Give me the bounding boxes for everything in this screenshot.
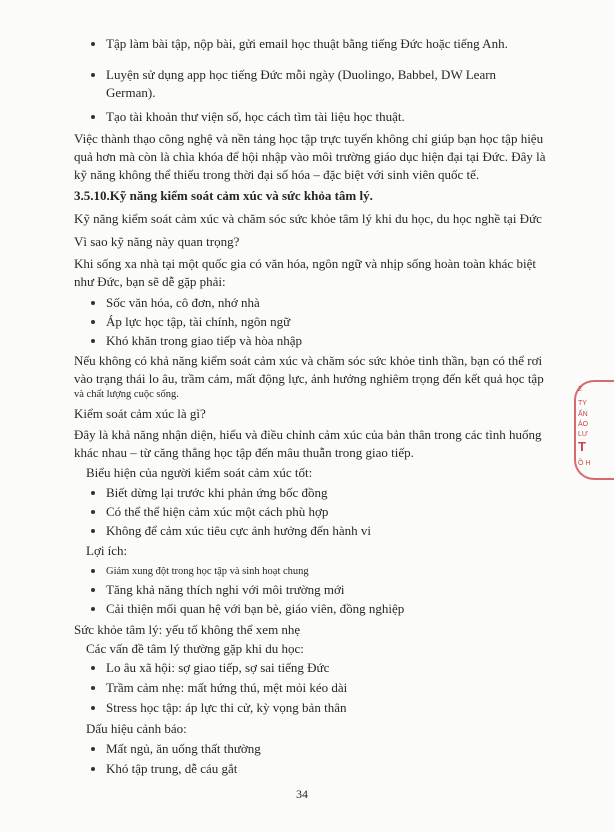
sub-heading: Lợi ích:: [86, 543, 128, 558]
page-number: 34: [296, 787, 308, 801]
bullet-item: Tăng khả năng thích nghi với môi trường mới: [106, 582, 345, 597]
bullet-item: Trầm cảm nhẹ: mất hứng thú, mệt mỏi kéo dài: [106, 680, 348, 695]
bullet: [91, 529, 95, 533]
bullet-item: Tạo tài khoản thư viện số, học cách tìm tài liệu học thuật.: [106, 109, 405, 124]
bullet: [91, 42, 95, 46]
paragraph-line: Kỹ năng kiểm soát cảm xúc và chăm sóc sức khỏe tâm lý khi du học, du học nghề tại Đức: [74, 211, 542, 226]
paragraph-line: Kiểm soát cảm xúc là gì?: [74, 406, 206, 421]
bullet-item: Luyện sử dụng app học tiếng Đức mỗi ngày (Duolingo, Babbel, DW Learn: [106, 67, 497, 82]
bullet-item: Giảm xung đột trong học tập và sinh hoạt chung: [106, 566, 309, 577]
bullet: [91, 588, 95, 592]
bullet: [91, 320, 95, 324]
stamp-text: ẤN: [578, 411, 588, 418]
bullet-item: Biết dừng lại trước khi phản ứng bốc đồng: [106, 485, 328, 500]
bullet: [91, 706, 95, 710]
paragraph-line: vào trạng thái lo âu, trầm cảm, mất động lực, ảnh hưởng nghiêm trọng đến kết quả học tập: [74, 371, 544, 386]
bullet: [91, 301, 95, 305]
paragraph-line: Việc thành thạo công nghệ và nền tảng học tập trực tuyến không chỉ giúp bạn học tập hiệu: [74, 131, 544, 146]
bullet-item: Sốc văn hóa, cô đơn, nhớ nhà: [106, 295, 260, 310]
bullet-item: Tập làm bài tập, nộp bài, gửi email học thuật bằng tiếng Đức hoặc tiếng Anh.: [106, 36, 508, 51]
stamp-text: T: [578, 439, 586, 454]
bullet: [91, 115, 95, 119]
bullet: [91, 73, 95, 77]
stamp-text: TY: [578, 400, 587, 407]
paragraph-line: Đây là khả năng nhận diện, hiểu và điều chỉnh cảm xúc của bản thân trong các tình huống: [74, 427, 542, 442]
bullet-item: Áp lực học tập, tài chính, ngôn ngữ: [106, 314, 291, 329]
bullet-item: Có thể thể hiện cảm xúc một cách phù hợp: [106, 504, 329, 519]
stamp-text: LƯ: [578, 431, 588, 438]
bullet-item: Stress học tập: áp lực thi cử, kỳ vọng bản thân: [106, 700, 347, 715]
paragraph-line: khác nhau – từ căng thẳng học tập đến mâu thuẫn trong giao tiếp.: [74, 445, 414, 460]
paragraph-line: kỹ năng không thể thiếu trong thời đại số hóa – đặc biệt với sinh viên quốc tế.: [74, 167, 480, 182]
paragraph-line: và chất lượng cuộc sống.: [74, 389, 179, 400]
paragraph-line: Vì sao kỹ năng này quan trọng?: [74, 234, 240, 249]
paragraph-line: quả hơn mà còn là chìa khóa để hội nhập vào môi trường giáo dục hiện đại tại Đức. Đây là: [74, 149, 546, 164]
bullet-item: Không để cảm xúc tiêu cực ảnh hưởng đến hành vi: [106, 523, 372, 538]
stamp-text: Ồ H: [578, 460, 591, 467]
sub-heading: Biểu hiện của người kiểm soát cảm xúc tốt:: [86, 465, 313, 480]
paragraph-line: như Đức, bạn sẽ dễ gặp phải:: [74, 274, 226, 289]
stamp-text: 2: [578, 386, 582, 393]
red-stamp: [572, 380, 592, 480]
paragraph-line: Khi sống xa nhà tại một quốc gia có văn hóa, ngôn ngữ và nhịp sống hoàn toàn khác biệt: [74, 256, 536, 271]
bullet-item: Khó tập trung, dễ cáu gắt: [106, 761, 238, 776]
sub-heading: Các vấn đề tâm lý thường gặp khi du học:: [86, 641, 304, 656]
bullet: [91, 491, 95, 495]
bullet: [91, 767, 95, 771]
stamp-text: ÁO: [578, 421, 589, 428]
sub-heading: Dấu hiệu cảnh báo:: [86, 721, 187, 736]
bullet: [91, 510, 95, 514]
bullet-item: Cải thiện mối quan hệ với bạn bè, giáo viên, đồng nghiệp: [106, 601, 405, 616]
paragraph-line: Sức khỏe tâm lý: yếu tố không thể xem nhẹ: [74, 622, 301, 637]
paragraph-line: Nếu không có khả năng kiểm soát cảm xúc và chăm sóc sức khỏe tinh thần, bạn có thể rơi: [74, 353, 543, 368]
bullet-item: Khó khăn trong giao tiếp và hòa nhập: [106, 333, 303, 348]
bullet-item-continued: German).: [106, 85, 156, 100]
bullet: [91, 686, 95, 690]
bullet: [91, 747, 95, 751]
bullet-item: Lo âu xã hội: sợ giao tiếp, sợ sai tiếng Đức: [106, 660, 330, 675]
bullet-item: Mất ngủ, ăn uống thất thường: [106, 741, 261, 756]
bullet: [91, 569, 95, 573]
bullet: [91, 339, 95, 343]
bullet: [91, 607, 95, 611]
section-heading: 3.5.10.Kỹ năng kiểm soát cảm xúc và sức khỏa tâm lý.: [74, 188, 373, 203]
bullet: [91, 666, 95, 670]
